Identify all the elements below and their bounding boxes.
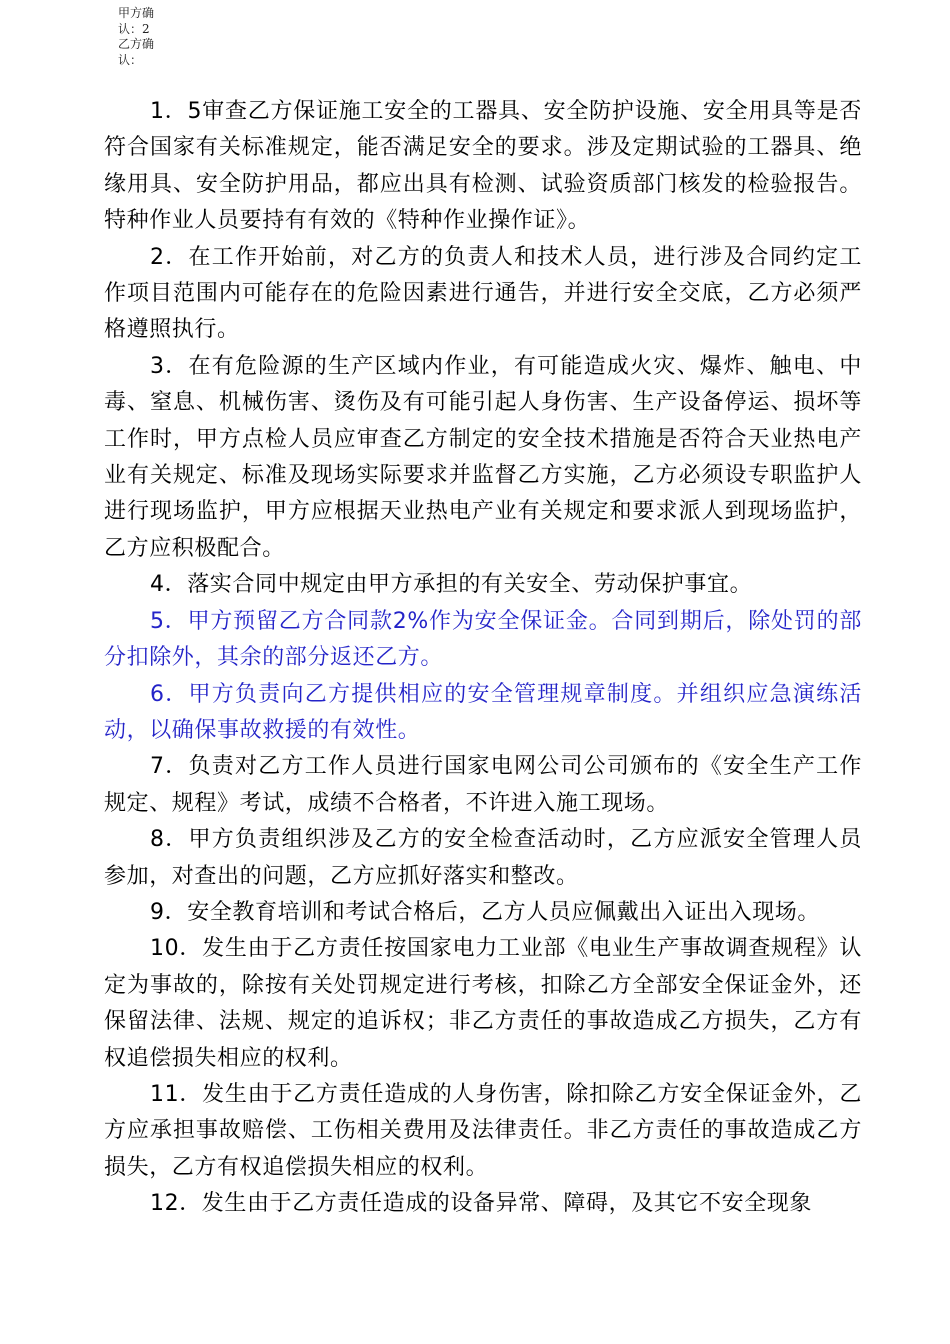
clause-11: 11．发生由于乙方责任造成的人身伤害，除扣除乙方安全保证金外，乙方应承担事故赔偿、工伤相关费用及法律责任。非乙方责任的事故造成乙方损失，乙方有权追偿损失相应的权利。 — [104, 1081, 862, 1180]
party-a-confirm-label: 甲方确 — [118, 6, 155, 20]
clause-9: 9．安全教育培训和考试合格后，乙方人员应佩戴出入证出入现场。 — [150, 899, 820, 925]
clause-7: 7．负责对乙方工作人员进行国家电网公司公司颁布的《安全生产工作规定、规程》考试，成绩不合格者，不许进入施工现场。 — [104, 754, 862, 816]
clause-2: 2．在工作开始前，对乙方的负责人和技术人员，进行涉及合同约定工作项目范围内可能存在的危险因素进行通告，并进行安全交底，乙方必须严格遵照执行。 — [104, 244, 862, 343]
party-b-confirm-label: 乙方确 — [118, 37, 155, 51]
clause-3: 3．在有危险源的生产区域内作业，有可能造成火灾、爆炸、触电、中毒、窒息、机械伤害、烫伤及有可能引起人身伤害、生产设备停运、损坏等工作时，甲方点检人员应审查乙方制定的安全技术措施是否符合天业热电产业有关规定、标准及现场实际要求并监督乙方实施，乙方必须设专职监护人进行现场监护，甲方应根据天业热电产业有关规定和要求派人到现场监护，乙方应积极配合。 — [104, 353, 862, 561]
clause-5-highlighted: 5．甲方预留乙方合同款2%作为安全保证金。合同到期后，除处罚的部分扣除外，其余的部分返还乙方。 — [104, 608, 862, 671]
clause-8: 8．甲方负责组织涉及乙方的安全检查活动时，乙方应派安全管理人员参加，对查出的问题，乙方应抓好落实和整改。 — [104, 827, 862, 889]
clause-6-highlighted: 6．甲方负责向乙方提供相应的安全管理规章制度。并组织应急演练活动，以确保事故救援的有效性。 — [104, 681, 862, 743]
party-b-confirm-value: 认： — [118, 52, 143, 67]
clause-4: 4．落实合同中规定由甲方承担的有关安全、劳动保护事宜。 — [150, 572, 753, 598]
clause-1-5: 1．5审查乙方保证施工安全的工器具、安全防护设施、安全用具等是否符合国家有关标准规定，能否满足安全的要求。涉及定期试验的工器具、绝缘用具、安全防护用品，都应出具有检测、试验资质部门核发的检验报告。特种作业人员要持有有效的《特种作业操作证》。 — [104, 99, 862, 234]
header-confirmation-note — [118, 6, 178, 68]
clause-12: 12．发生由于乙方责任造成的设备异常、障碍，及其它不安全现象 — [150, 1191, 812, 1217]
party-a-confirm-value: 认：2 — [118, 21, 150, 36]
clause-10: 10．发生由于乙方责任按国家电力工业部《电业生产事故调查规程》认定为事故的，除按有关处罚规定进行考核，扣除乙方全部安全保证金外，还保留法律、法规、规定的追诉权；非乙方责任的事故造成乙方损失，乙方有权追偿损失相应的权利。 — [104, 936, 862, 1071]
document-body — [104, 94, 862, 1223]
